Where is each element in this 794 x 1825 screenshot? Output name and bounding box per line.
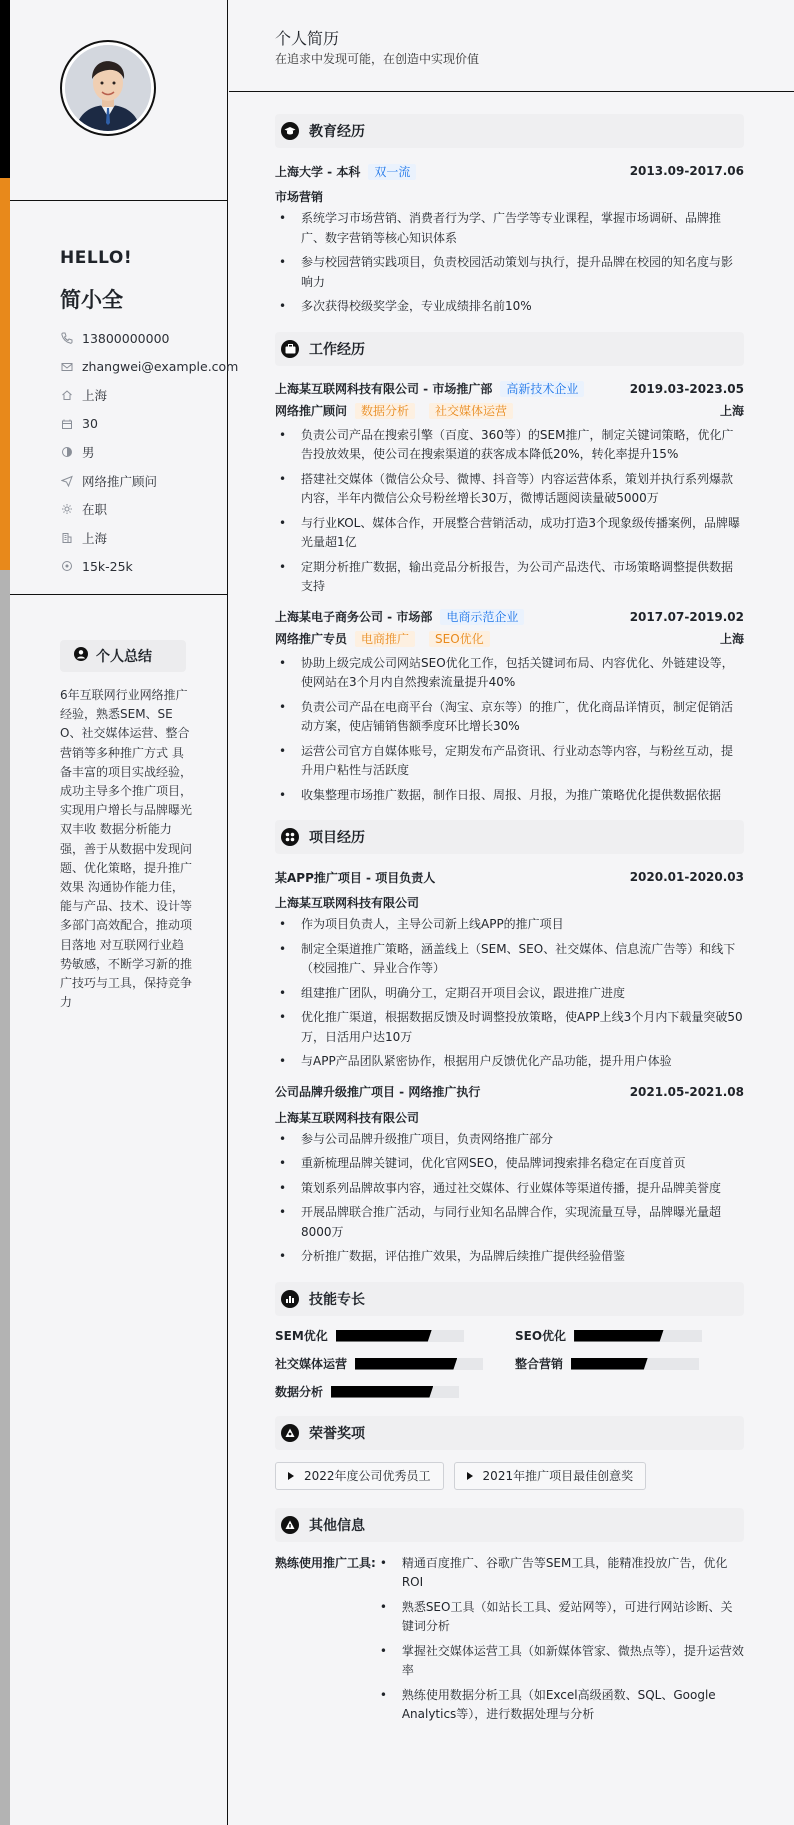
skills-title: 技能专长 [309,1291,365,1308]
skill-bar [574,1330,702,1342]
education-period: 2013.09-2017.06 [629,164,744,178]
project-bullets [275,915,744,1072]
salary-icon [60,559,74,573]
project-bullets [275,1130,744,1267]
job-row [275,606,744,628]
age-icon [60,417,74,431]
info-location [60,381,238,410]
info-position-text: 网络推广顾问 [82,473,158,489]
list-item: • 制定全渠道推广策略，涵盖线上（SEM、SEO、社交媒体、信息流广告等）和线下（校园推广、异业合作等） [275,940,744,979]
skill-name: 整合营销 [515,1357,564,1371]
skill-bar [336,1330,464,1342]
other-heading [275,1508,744,1542]
school-name: 上海大学 - 本科 [275,164,361,179]
job-bullets [275,654,744,806]
skill-bar-fill [355,1358,457,1370]
school-tag: 双一流 [368,164,416,180]
project-name: 某APP推广项目 - 项目负责人 [275,870,436,885]
skill-item [515,1328,744,1344]
skill-bar-fill [331,1386,433,1398]
education-bullets [275,209,744,317]
skills-heading [275,1282,744,1316]
summary-heading [60,640,186,672]
job-period: 2019.03-2023.05 [629,381,744,396]
info-location-text: 上海 [82,388,108,404]
info-email [60,353,238,382]
job-city: 上海 [719,404,744,418]
sidebar-divider [10,594,228,595]
job-tag: 高新技术企业 [500,381,584,397]
job-city: 上海 [719,632,744,646]
education-major: 市场营销 [275,190,324,204]
contact-info-list [60,324,238,581]
accent-strip-black [0,0,10,178]
info-age-text: 30 [82,416,98,432]
list-item: • 系统学习市场营销、消费者行为学、广告学等专业课程，掌握市场调研、品牌推广、数字营销等核心知识体系 [275,209,744,248]
skill-name: 社交媒体运营 [275,1357,348,1371]
project-company: 上海某互联网科技有限公司 [275,1110,420,1125]
list-item: • 掌握社交媒体运营工具（如新媒体管家、微热点等），提升运营效率 [376,1642,744,1681]
project-period: 2020.01-2020.03 [629,870,744,884]
briefcase-icon [281,340,299,358]
info-status-text: 在职 [82,502,108,518]
skill-name: SEM优化 [275,1329,328,1343]
info-work-city [60,524,238,553]
job-company: 上海某互联网科技有限公司 - 市场推广部 [275,382,493,396]
awards-list [275,1462,744,1490]
list-item: • 定期分析推广数据，输出竞品分析报告，为公司产品迭代、市场策略调整提供数据支持 [275,558,744,597]
page-subtitle: 在追求中发现可能，在创造中实现价值 [275,52,480,66]
list-item: • 搭建社交媒体（微信公众号、微博、抖音等）内容运营体系，策划并执行系列爆款内容，半年内微信公众号粉丝增长30万，微博话题阅读量破5000万 [275,470,744,509]
list-item: • 作为项目负责人，主导公司新上线APP的推广项目 [275,915,744,935]
job-role-row [275,400,744,422]
skill-tag: 电商推广 [355,631,415,647]
job-period: 2017.07-2019.02 [629,609,744,624]
job-row [275,378,744,400]
info-email-text: zhangwei@example.com [82,359,239,375]
skill-bar [571,1358,699,1370]
list-item: • 参与校园营销实践项目，负责校园活动策划与执行，提升品牌在校园的知名度与影响力 [275,253,744,292]
skill-name: SEO优化 [515,1329,567,1343]
list-item: • 优化推广渠道，根据数据反馈及时调整投放策略，使APP上线3个月内下载量突破50万，日活用户达10万 [275,1008,744,1047]
page-title: 个人简历 [275,29,340,48]
play-icon [288,1472,294,1480]
skill-tag: 数据分析 [355,403,415,419]
work-title: 工作经历 [309,341,365,358]
project-company: 上海某互联网科技有限公司 [275,896,420,910]
list-item: • 参与公司品牌升级推广项目，负责网络推广部分 [275,1130,744,1150]
tools-bullets [376,1554,744,1730]
send-icon [60,474,74,488]
summary-text: 6年互联网行业网络推广经验，熟悉SEM、SEO、社交媒体运营、整合营销等多种推广方式 具备丰富的项目实战经验，成功主导多个推广项目，实现用户增长与品牌曝光双丰收 数据分析能力强，善于从数据中发现问题、优化策略，提升推广效果 沟通协作能力佳，能与产品、技术、设计等多部门高效配合，推动项目落地 对互联网行业趋势敏感，不断学习新的推广技巧与工具，保持竞争力 [60,688,193,1010]
work-heading [275,332,744,366]
skill-bar [331,1386,459,1398]
list-item: • 多次获得校级奖学金，专业成绩排名前10% [275,297,744,317]
award-item [275,1462,444,1490]
phone-icon [60,331,74,345]
list-item: • 负责公司产品在电商平台（淘宝、京东等）的推广，优化商品详情页，制定促销活动方案，使店铺销售额季度环比增长30% [275,698,744,737]
list-item: • 收集整理市场推广数据，制作日报、周报、月报，为推广策略优化提供数据依据 [275,786,744,806]
skill-item [515,1356,744,1372]
job-role: 网络推广顾问 [275,404,348,418]
award-text: 2021年推广项目最佳创意奖 [482,1469,634,1483]
skills-grid [275,1328,744,1400]
skill-bar-fill [574,1330,664,1342]
mail-icon [60,360,74,374]
job-bullets [275,426,744,597]
award-item [454,1462,647,1490]
home-icon [60,388,74,402]
skill-item [275,1328,515,1344]
awards-heading [275,1416,744,1450]
job-role-row [275,628,744,650]
candidate-name: 简小全 [60,288,123,312]
info-icon [281,1516,299,1534]
grid-icon [281,828,299,846]
avatar [60,40,156,136]
skill-item [275,1384,515,1400]
building-icon [60,531,74,545]
info-gender [60,438,238,467]
main-content [229,0,794,1825]
list-item: • 运营公司官方自媒体账号，定期发布产品资讯、行业动态等内容，与粉丝互动，提升用户粘性与活跃度 [275,742,744,781]
list-item: • 重新梳理品牌关键词，优化官网SEO，使品牌词搜索排名稳定在百度首页 [275,1154,744,1174]
list-item: • 精通百度推广、谷歌广告等SEM工具，能精准投放广告，优化ROI [376,1554,744,1593]
info-salary-text: 15k-25k [82,558,133,574]
play-icon [467,1472,473,1480]
list-item: • 与行业KOL、媒体合作，开展整合营销活动，成功打造3个现象级传播案例，品牌曝光量超1亿 [275,514,744,553]
education-title: 教育经历 [309,124,365,140]
tools-label: 熟练使用推广工具: [275,1555,376,1570]
graduation-cap-icon [281,122,299,140]
info-age [60,410,238,439]
info-position [60,467,238,496]
avatar-photo [65,45,151,131]
user-icon [74,647,88,665]
project-name: 公司品牌升级推广项目 - 网络推广执行 [275,1085,481,1099]
info-gender-text: 男 [82,445,95,461]
skill-bar-fill [571,1358,648,1370]
sidebar-divider [10,200,228,201]
list-item: • 与APP产品团队紧密协作，根据用户反馈优化产品功能，提升用户体验 [275,1052,744,1072]
list-item: • 策划系列品牌故事内容，通过社交媒体、行业媒体等渠道传播，提升品牌美誉度 [275,1179,744,1199]
other-title: 其他信息 [309,1517,365,1534]
list-item: • 协助上级完成公司网站SEO优化工作，包括关键词布局、内容优化、外链建设等，使网站在3个月内自然搜索流量提升40% [275,654,744,693]
skill-tag: 社交媒体运营 [429,403,513,419]
accent-strip-orange [0,178,10,570]
job-tag: 电商示范企业 [440,609,524,625]
education-heading [275,114,744,148]
projects-heading [275,820,744,854]
skill-name: 数据分析 [275,1385,324,1399]
list-item: • 分析推广数据，评估推广效果，为品牌后续推广提供经验借鉴 [275,1247,744,1267]
greeting: HELLO! [60,248,133,268]
list-item: • 组建推广团队，明确分工，定期召开项目会议，跟进推广进度 [275,984,744,1004]
skill-tag: SEO优化 [429,631,490,647]
project-row [275,1081,744,1103]
project-period: 2021.05-2021.08 [629,1084,744,1099]
sidebar [10,0,239,1825]
list-item: • 熟悉SEO工具（如站长工具、爱站网等），可进行网站诊断、关键词分析 [376,1598,744,1637]
info-salary [60,552,238,581]
header-divider [229,91,794,92]
project-row [275,866,744,888]
bar-chart-icon [281,1290,299,1308]
list-item: • 熟练使用数据分析工具（如Excel高级函数、SQL、Google Analytics等），进行数据处理与分析 [376,1686,744,1725]
info-work-city-text: 上海 [82,530,108,546]
info-phone-text: 13800000000 [82,330,170,346]
job-role: 网络推广专员 [275,632,348,646]
award-text: 2022年度公司优秀员工 [304,1469,431,1483]
education-row [275,160,744,182]
summary-title: 个人总结 [96,649,152,665]
gender-icon [60,445,74,459]
info-phone [60,324,238,353]
list-item: • 开展品牌联合推广活动，与同行业知名品牌合作，实现流量互导，品牌曝光量超8000万 [275,1203,744,1242]
job-company: 上海某电子商务公司 - 市场部 [275,610,433,624]
skill-bar [355,1358,483,1370]
projects-title: 项目经历 [309,830,365,846]
medal-icon [281,1424,299,1442]
status-icon [60,502,74,516]
awards-title: 荣誉奖项 [309,1425,365,1442]
accent-strip-gray [0,570,10,1825]
info-status [60,495,238,524]
other-info [275,1554,744,1734]
list-item: • 负责公司产品在搜索引擎（百度、360等）的SEM推广，制定关键词策略，优化广告投放效果，使公司在搜索渠道的获客成本降低20%，转化率提升15% [275,426,744,465]
skill-item [275,1356,515,1372]
skill-bar-fill [336,1330,432,1342]
